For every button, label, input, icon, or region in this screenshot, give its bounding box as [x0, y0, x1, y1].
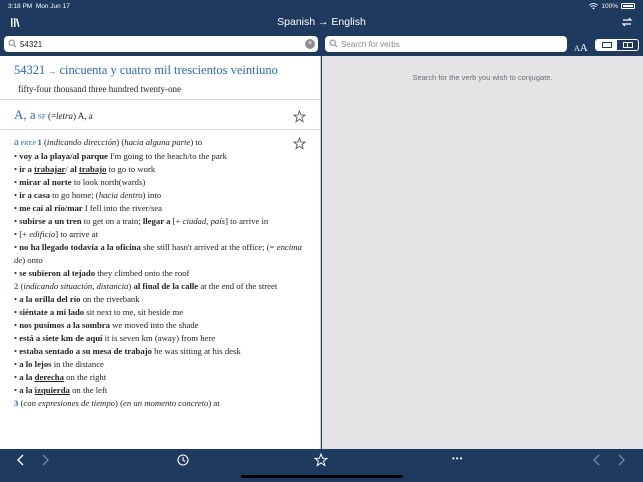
sense-text: ) at — [208, 398, 220, 408]
sense-text: mirar al norte — [19, 177, 72, 187]
sense-text: me caí al río/mar — [19, 203, 83, 213]
sense-text: ir a casa — [19, 190, 50, 200]
clear-search-icon[interactable]: × — [305, 39, 315, 49]
entry-sense-line — [14, 332, 306, 345]
sense-text: • — [14, 294, 20, 304]
sense-text: he was sitting at his desk — [151, 346, 241, 356]
entry-sense-line — [14, 202, 306, 215]
entry-sense-line — [14, 163, 306, 176]
split-pane-option[interactable] — [617, 40, 638, 50]
sense-text: voy a la playa/al parque — [19, 151, 108, 161]
sense-text: / — [65, 164, 68, 174]
sense-text: edificio — [29, 229, 56, 239]
status-bar — [0, 0, 643, 12]
sense-text: • — [14, 216, 20, 226]
entry-sense-line — [14, 228, 306, 241]
sense-text: • — [14, 372, 20, 382]
nav-bar — [0, 12, 643, 34]
wifi-icon — [589, 3, 598, 10]
sense-text: indicando dirección — [46, 137, 117, 147]
sense-number: 1 — [37, 137, 42, 147]
entry-sense-line — [14, 150, 306, 163]
sense-text: • — [14, 320, 20, 330]
sense-text: I fell into the river/sea — [82, 203, 163, 213]
conjugation-pane — [322, 56, 643, 449]
previous-entry-icon[interactable] — [590, 453, 604, 467]
swap-language-icon[interactable] — [621, 16, 633, 28]
sense-number: 2 — [14, 281, 19, 291]
sense-text: ] to arrive in — [225, 216, 269, 226]
sense-text: ) ( — [115, 398, 123, 408]
entry-head-line — [14, 136, 306, 150]
sense-text: con expresiones de tiempo — [23, 398, 116, 408]
entry-sense-line — [14, 280, 306, 293]
sense-text: hacia alguna parte — [124, 137, 191, 147]
single-pane-option[interactable] — [596, 40, 617, 50]
entry-note-pre: (= — [47, 111, 57, 121]
text-size-button[interactable] — [574, 38, 588, 56]
entry-sense-line — [14, 345, 306, 358]
entry-sense-line — [14, 319, 306, 332]
sense-text: • [+ — [14, 229, 30, 239]
verb-search-placeholder: Search for verbs — [341, 39, 400, 49]
entry-pos: SF — [37, 113, 46, 121]
next-entry-icon[interactable] — [614, 453, 628, 467]
sense-text: ) — [128, 281, 134, 291]
history-icon[interactable] — [176, 453, 190, 467]
sense-text: on the left — [69, 385, 108, 395]
sense-text: llegar a — [142, 216, 171, 226]
search-query-text: 54321 — [20, 39, 43, 49]
sense-number: 3 — [14, 398, 19, 408]
entry-sense-line — [14, 358, 306, 371]
entry-sense-line — [14, 189, 306, 202]
entry-sense-line — [14, 267, 306, 280]
status-date: Mon Jun 17 — [35, 2, 70, 10]
home-indicator[interactable] — [241, 475, 403, 478]
sense-text: al — [67, 164, 79, 174]
entry-sense-line — [14, 215, 306, 228]
entry-sense-line — [14, 384, 306, 397]
sense-text: on the riverbank — [80, 294, 140, 304]
status-right — [589, 3, 635, 10]
sense-text: • — [14, 268, 20, 278]
status-time: 3:18 PM — [8, 2, 33, 10]
sense-text: in the distance — [51, 359, 104, 369]
sense-text: I'm going to the beach/to the park — [107, 151, 227, 161]
cross-reference-link[interactable]: derecha — [34, 372, 64, 382]
battery-icon — [621, 3, 635, 9]
entry-sense-line — [14, 306, 306, 319]
sense-text: está a siete km de aquí — [19, 333, 103, 343]
arrow-icon: → — [48, 67, 57, 76]
entry-sense-line — [14, 241, 306, 267]
entry-headword: a — [14, 136, 19, 148]
entry-preposition-a — [0, 130, 320, 410]
entry-note-italic: letra — [56, 111, 74, 121]
sense-text: • — [14, 385, 20, 395]
single-pane-icon — [602, 42, 612, 48]
sense-text: a la — [19, 385, 35, 395]
entry-senses — [14, 136, 306, 410]
sense-text: • — [14, 177, 20, 187]
favorites-star-icon[interactable] — [314, 453, 328, 467]
sense-text: no ha llegado todavía a la oficina — [19, 242, 141, 252]
dictionary-results-pane — [0, 56, 321, 449]
sense-text: hacia dentro — [98, 190, 143, 200]
result-headword — [0, 56, 320, 80]
back-icon[interactable] — [14, 453, 28, 467]
battery-percent: 100% — [601, 2, 618, 10]
star-icon[interactable] — [293, 110, 306, 123]
sense-text: • — [14, 307, 20, 317]
sense-text: we moved into the shade — [109, 320, 199, 330]
sense-text: to look north(wards) — [71, 177, 146, 187]
entry-note-post: ) A, a — [73, 111, 93, 121]
search-icon — [8, 39, 17, 48]
sense-text: ) onto — [22, 255, 43, 265]
sense-text: nos pusimos a la sombra — [19, 320, 110, 330]
nav-title[interactable]: Spanish → English — [277, 16, 366, 28]
result-translation: fifty-four thousand three hundred twenty-one — [0, 80, 320, 100]
split-pane-icon — [623, 42, 633, 48]
sense-text: on the right — [63, 372, 107, 382]
sense-text: • — [14, 359, 20, 369]
sense-text: it is seven km (away) from here — [102, 333, 216, 343]
sense-text: at the end of the street — [198, 281, 278, 291]
sense-text: ) to — [190, 137, 203, 147]
sense-text: ] to arrive at — [55, 229, 98, 239]
sense-text: subirse a un tren — [19, 216, 82, 226]
entry-pos: PREP — [18, 140, 38, 147]
sense-text: sit next to me, sit beside me — [84, 307, 184, 317]
sense-text: to go to work — [106, 164, 156, 174]
sense-text: a la — [19, 372, 35, 382]
verb-search-input[interactable] — [325, 36, 567, 52]
sense-text: they climbed onto the roof — [95, 268, 190, 278]
forward-icon[interactable] — [38, 453, 52, 467]
sense-text: • — [14, 242, 20, 252]
entry-sense-line — [14, 371, 306, 384]
conjugation-hint: Search for the verb you wish to conjugate. — [412, 73, 553, 82]
more-icon[interactable]: ••• — [452, 454, 464, 463]
sense-text: indicando situación, distancia — [23, 281, 129, 291]
sense-text: ) ( — [116, 137, 125, 147]
bottom-toolbar — [0, 449, 643, 482]
cross-reference-link[interactable]: trabajar — [34, 164, 66, 174]
sense-text: estaba sentado a su mesa de trabajo — [19, 346, 152, 356]
sense-text: a lo lejos — [19, 359, 52, 369]
sense-text: se subieron al tejado — [19, 268, 96, 278]
search-row — [0, 34, 643, 54]
sense-text: • — [14, 333, 20, 343]
sense-text: • — [14, 346, 20, 356]
entry-sense-line — [14, 176, 306, 189]
sense-text: a la orilla del río — [19, 294, 81, 304]
sense-text: encima de — [14, 242, 302, 265]
entry-headword: A, a — [14, 107, 36, 122]
sense-text: • — [14, 203, 20, 213]
sense-text: ( — [41, 137, 47, 147]
status-time-date — [8, 3, 589, 10]
sense-text: to get on a train; — [81, 216, 143, 226]
sense-text: al final de la calle — [133, 281, 199, 291]
cross-reference-link[interactable]: trabajo — [78, 164, 107, 174]
sense-text: she still hasn't arrived at the office; (= — [140, 242, 277, 252]
sense-text: ir a — [19, 164, 35, 174]
text-size-big-glyph: A — [579, 42, 588, 54]
sense-text: ciudad, país — [182, 216, 226, 226]
result-spanish: cincuenta y cuatro mil trescientos veintiuno — [59, 63, 278, 77]
sense-text: • — [14, 151, 20, 161]
entry-letter-a — [0, 100, 320, 130]
star-icon[interactable] — [293, 137, 306, 150]
result-number: 54321 — [14, 63, 46, 77]
dictionary-search-input[interactable] — [4, 36, 318, 52]
sense-text: • — [14, 164, 20, 174]
text-size-small-glyph: A — [574, 44, 580, 53]
sense-text: siéntate a mi lado — [19, 307, 85, 317]
sense-text: en un momento concreto — [122, 398, 209, 408]
entry-sense-line — [14, 397, 306, 410]
search-icon — [329, 39, 338, 48]
sense-text: [+ — [170, 216, 183, 226]
cross-reference-link[interactable]: izquierda — [34, 385, 70, 395]
sense-text: to go home; ( — [49, 190, 99, 200]
sense-text: ( — [18, 398, 24, 408]
entry-sense-line — [14, 293, 306, 306]
sense-text: ) into — [142, 190, 162, 200]
sense-text: ( — [18, 281, 24, 291]
layout-segmented-control[interactable] — [595, 39, 639, 51]
sense-text: • — [14, 190, 20, 200]
